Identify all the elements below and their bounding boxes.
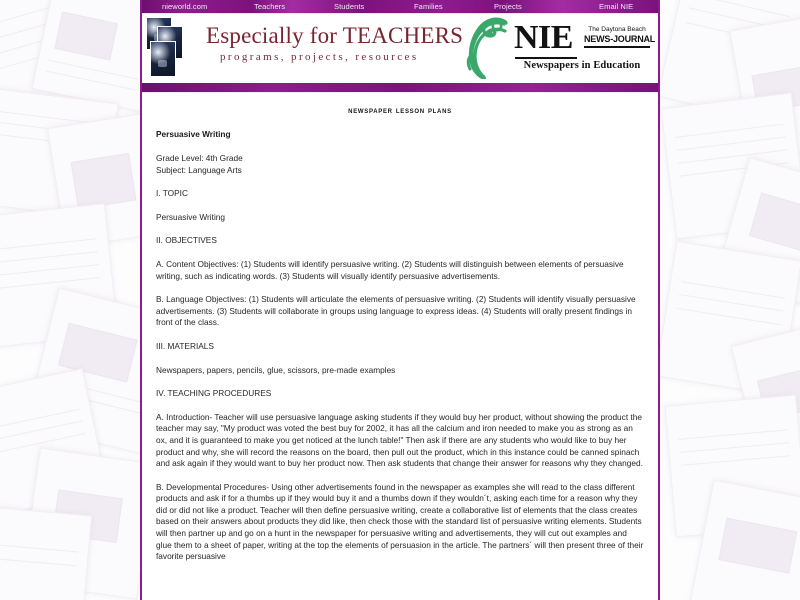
site-content-column <box>140 0 660 600</box>
banner-title-line1: Especially for TEACHERS <box>206 23 464 48</box>
banner-title-line2: programs, projects, resources <box>220 51 419 63</box>
lesson-plan-document <box>142 93 658 589</box>
banner-title <box>206 22 506 63</box>
section-heading-materials: III. MATERIALS <box>156 340 214 351</box>
masthead-line1: The Daytona Beach <box>588 26 646 33</box>
section-heading-teaching-procedures: IV. TEACHING PROCEDURES <box>156 388 272 399</box>
grade-level: Grade Level: 4th Grade <box>156 153 243 163</box>
procedures-introduction: A. Introduction- Teacher will use persuasive language asking students if they would buy her product, without showing the product the teacher may say, "My product was voted the best buy for 2002, it has all the calcium and iron needed to make you as strong as an ox, and it is guaranteed to make you get noticed at the lunch table!" Then ask if there are any students who would like to buy her product and why, she will record the reasons on the board, then pull out the product, which in this instance could be canned spinach and ask again if they would want to buy her product now. Then ask students that change their answer for reasons why they changed. <box>156 411 643 469</box>
nav-link-teachers[interactable]: Teachers <box>254 2 286 11</box>
masthead-line2: NEWS-JOURNAL <box>584 34 656 44</box>
nav-link-families[interactable]: Families <box>414 2 443 11</box>
nie-logo[interactable] <box>462 16 656 80</box>
nie-letters: NIE <box>514 19 573 56</box>
nav-link-projects[interactable]: Projects <box>494 2 522 11</box>
top-navigation-bar <box>142 0 658 14</box>
section-body-materials: Newspapers, papers, pencils, glue, scissors, pre-made examples <box>156 364 396 375</box>
nav-link-nieworld[interactable]: nieworld.com <box>162 2 208 11</box>
site-banner <box>142 14 658 82</box>
masthead-underline <box>584 46 650 48</box>
subject: Subject: Language Arts <box>156 164 242 175</box>
lesson-meta <box>156 153 644 176</box>
nav-link-students[interactable]: Students <box>334 2 365 11</box>
section-body-topic: Persuasive Writing <box>156 211 226 222</box>
background-newspaper-sheet <box>0 505 92 600</box>
page-title: newspaper lesson plans <box>348 105 452 115</box>
nie-masthead <box>584 26 656 48</box>
photo-stack-icon <box>146 17 202 79</box>
section-heading-topic: I. TOPIC <box>156 188 188 199</box>
nie-tagline: Newspapers in Education <box>523 60 641 71</box>
section-heading-objectives: II. OBJECTIVES <box>156 235 217 246</box>
nav-link-email-nie[interactable]: Email NIE <box>599 2 634 11</box>
language-objectives: B. Language Objectives: (1) Students will articulate the elements of persuasive writing. (2) Students will identify visually persuasive advertisements. (3) Students will collaborate in groups using language to express ideas. (4) Students will orally present findings in front of the class. <box>156 294 636 328</box>
purple-divider <box>142 82 658 93</box>
nie-letters-underline <box>515 57 577 59</box>
content-objectives: A. Content Objectives: (1) Students will identify persuasive writing. (2) Students will distinguish between elements of persuasive writing, such as indicating words. (3) Students will visually identify persuasive advertisements. <box>156 258 624 281</box>
procedures-developmental: B. Developmental Procedures- Using other advertisements found in the newspaper as examples she will read to the class different products and ask if for a thumbs up if they would buy it and a thumbs down if they wouldn´t, asking each time for a reason why they did or did not like a product. Teacher will then define persuasive writing, create a collaborative list of elements that the class creates based on their answers about products they did like, then check those with the standard list of persuasive writing elements. Students will then partner up and go on a hunt in the newspaper for persuasive writing and advertisements, they will cut out examples and glue them to a sheet of paper, writing at the top the elements of persuasion in the article. The partners´ will then present three of their favorite persuasive <box>156 481 644 562</box>
lesson-heading: Persuasive Writing <box>156 129 231 139</box>
